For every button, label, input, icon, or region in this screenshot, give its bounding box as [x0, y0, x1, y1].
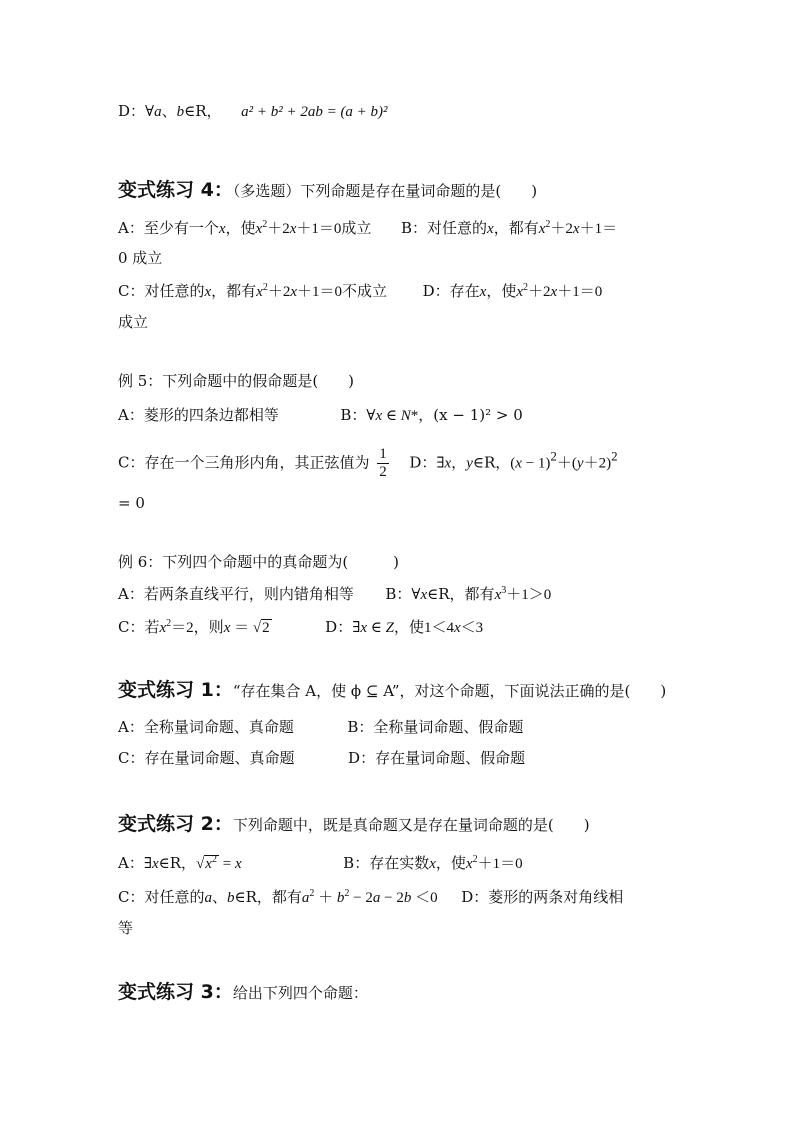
exercise-3-question: 变式练习 3：给出下列四个命题： — [118, 981, 368, 1003]
sqrt-two: √2 — [252, 620, 270, 636]
exercise-4-heading: 变式练习 4： — [118, 179, 233, 201]
exercise-1-options-ab: A：全称量词命题、真命题 B：全称量词命题、假命题 — [118, 718, 524, 736]
example-6-options-cd: C：若$x^2=2$，则x ＝ √2 D：∃x ∈ Z，使1＜4x＜3 — [118, 618, 484, 636]
exercise-2-heading: 变式练习 2： — [118, 813, 233, 835]
exercise-3-heading: 变式练习 3： — [118, 981, 233, 1003]
option-d-identity: D：∀a、b∈R， a² + b² + 2ab = (a + b)² — [118, 102, 388, 120]
exercise-4-options-cd: C：对任意的x，都有$x^2+2x+1=0$不成立 D：存在x，使$x^2+2x+1=0$ — [118, 282, 603, 300]
sqrt-x-squared: $√x^2$ — [196, 854, 217, 872]
example-5-continuation: = 0 — [118, 494, 145, 512]
exercise-4-continuation-2: 成立 — [118, 313, 149, 331]
exercise-4-continuation: 0 成立 — [118, 249, 163, 267]
exercise-2-options-ab: A：∃x∈R，$√x^2 = x$ B：存在实数x，使$x^2+1=0$ — [118, 854, 523, 872]
exercise-1-heading: 变式练习 1： — [118, 679, 233, 701]
identity-formula: a² + b² + 2ab = (a + b)² — [241, 104, 388, 120]
exercise-1-options-cd: C：存在量词命题、真命题 D：存在量词命题、假命题 — [118, 749, 526, 767]
example-5-options-ab: A：菱形的四条边都相等 B：∀x ∈ N*，(x − 1)² > 0 — [118, 406, 523, 424]
example-6-options-ab: A：若两条直线平行，则内错角相等 B：∀x∈R，都有$x^3+1>0$ — [118, 585, 552, 603]
fraction-one-half: $\frac{1}{2}$ — [379, 446, 387, 480]
example-5-options-cd: C：存在一个三角形内角，其正弦值为 $\frac{1}{2}$ D：∃x，y∈R，$(x - 1)^2+(y+2)^2$ — [118, 446, 618, 480]
exercise-2-question: 变式练习 2：下列命题中，既是真命题又是存在量词命题的是( ) — [118, 813, 590, 835]
example-5-question: 例 5：下列命题中的假命题是( ) — [118, 372, 355, 390]
exercise-4-options-ab: A：至少有一个x，使$x^2+2x+1=0$成立 B：对任意的x，都有$x^2+2x+1=$ — [118, 219, 618, 237]
exercise-2-options-cd: C：对任意的a、b∈R，都有$a^2 + b^2 - 2a - 2b <0$ D：菱形的两条对角线相 — [118, 888, 624, 906]
exercise-2-continuation: 等 — [118, 919, 134, 937]
example-6-question: 例 6：下列四个命题中的真命题为( ) — [118, 553, 400, 571]
exercise-4-question: 变式练习 4：（多选题）下列命题是存在量词命题的是( ) — [118, 179, 538, 201]
exercise-1-question: 变式练习 1：“存在集合 A，使 ϕ ⊆ A”，对这个命题，下面说法正确的是( ) — [118, 679, 667, 701]
